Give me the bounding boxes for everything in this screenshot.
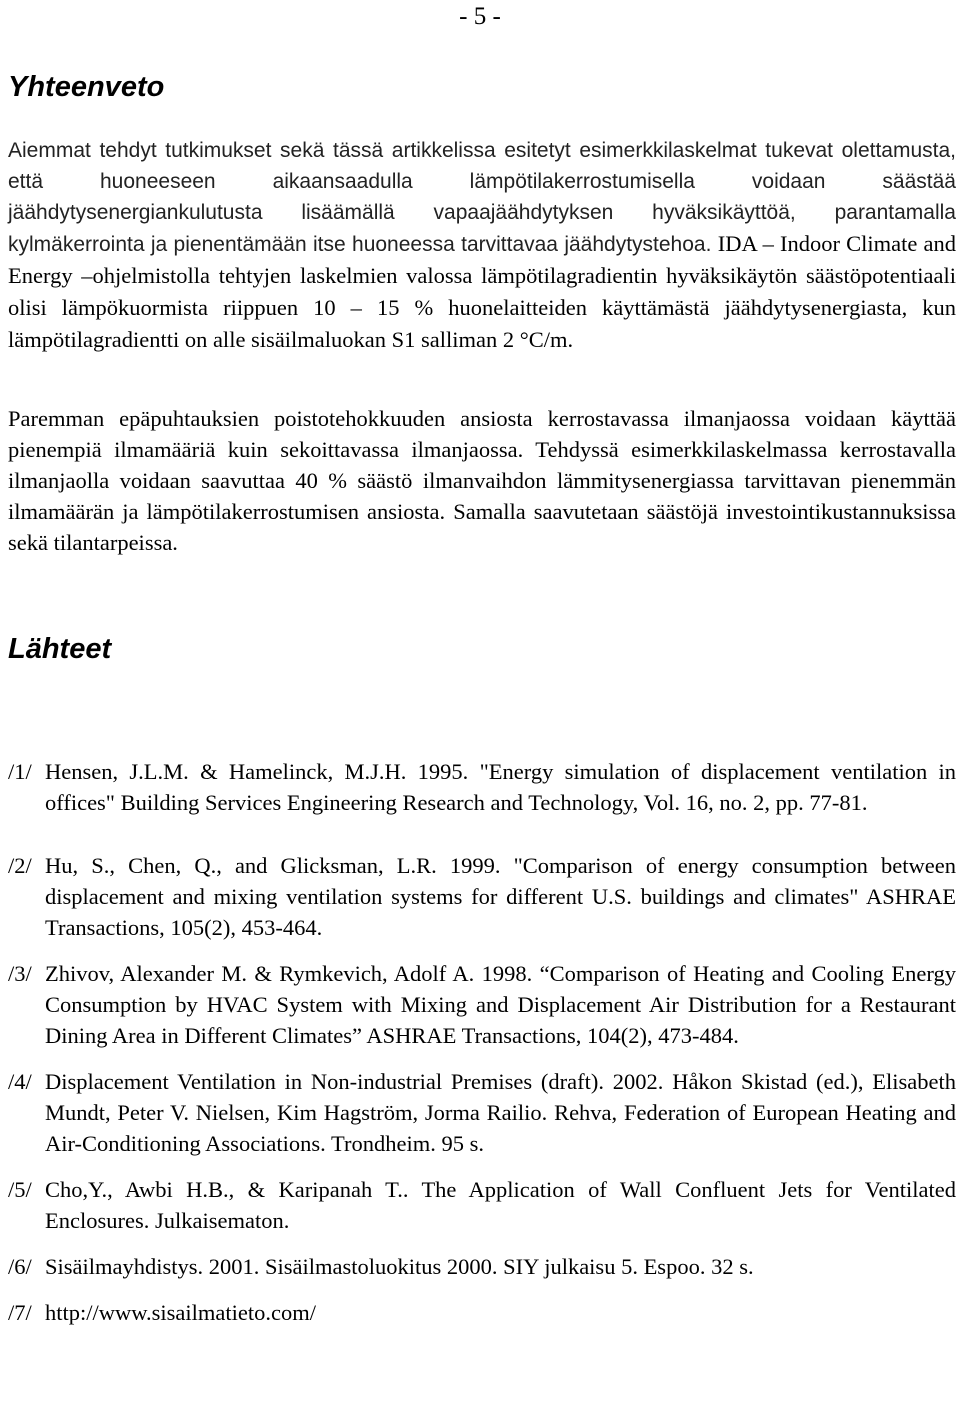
reference-item-6 [8, 1251, 956, 1282]
summary-paragraph-1-sans-run: Aiemmat tehdyt tutkimukset sekä tässä artikkelissa esitetyt esimerkkilaskelmat tukevat olettamusta, että huoneeseen aikaansaadulla lämpötilakerrostumisella voidaan säästää jäähdytysenergiankulutusta lisäämällä vapaajäähdytyksen hyväksikäyttöä, parantamalla kylmäkerrointa ja pienentämään itse huoneessa tarvittavaa jäähdytystehoa. [8, 139, 956, 256]
page-number: - 5 - [459, 3, 501, 30]
reference-item-4 [8, 1066, 956, 1159]
reference-item-3 [8, 958, 956, 1051]
reference-text: Cho,Y., Awbi H.B., & Karipanah T.. The Application of Wall Confluent Jets for Ventilated Enclosures. Julkaisematon. [45, 1177, 956, 1233]
reference-item-2 [8, 850, 956, 943]
reference-item-5 [8, 1174, 956, 1236]
reference-number: /3/ [8, 961, 32, 986]
reference-number: /4/ [8, 1069, 32, 1094]
reference-text: Hu, S., Chen, Q., and Glicksman, L.R. 1999. "Comparison of energy consumption between displacement and mixing ventilation systems for different U.S. buildings and climates" ASHRAE Transactions, 105(2), 453-464. [45, 853, 956, 940]
reference-list [8, 756, 956, 1328]
reference-item-7 [8, 1297, 956, 1328]
reference-item-1 [8, 756, 956, 818]
reference-number: /5/ [8, 1177, 32, 1202]
reference-number: /2/ [8, 853, 32, 878]
section-heading-summary: Yhteenveto [8, 71, 165, 103]
reference-number: /1/ [8, 759, 32, 784]
reference-text: Hensen, J.L.M. & Hamelinck, M.J.H. 1995. "Energy simulation of displacement ventilation in offices" Building Services Engineering Research and Technology, Vol. 16, no. 2, pp. 77-81. [45, 759, 956, 815]
summary-paragraph-1-serif-run: IDA – Indoor Climate and Energy –ohjelmistolla tehtyjen laskelmien valossa lämpötilagradientin hyväksikäytön säästöpotentiaali olisi lämpökuormista riippuen 10 – 15 % huonelaitteiden käyttämästä jäähdytysenergiasta, kun lämpötilagradientti on alle sisäilmaluokan S1 salliman 2 °C/m. [8, 231, 956, 352]
reference-text: Sisäilmayhdistys. 2001. Sisäilmastoluokitus 2000. SIY julkaisu 5. Espoo. 32 s. [45, 1254, 754, 1279]
reference-text: Displacement Ventilation in Non-industrial Premises (draft). 2002. Håkon Skistad (ed.), Elisabeth Mundt, Peter V. Nielsen, Kim Hagström, Jorma Railio. Rehva, Federation of European Heating and Air-Conditioning Associations. Trondheim. 95 s. [45, 1069, 956, 1156]
reference-text: Zhivov, Alexander M. & Rymkevich, Adolf A. 1998. “Comparison of Heating and Cooling Energy Consumption by HVAC System with Mixing and Displacement Air Distribution for a Restaurant Dining Area in Different Climates” ASHRAE Transactions, 104(2), 473-484. [45, 961, 956, 1048]
reference-number: /6/ [8, 1254, 32, 1279]
summary-paragraph-1 [8, 135, 956, 356]
reference-link[interactable]: http://www.sisailmatieto.com/ [45, 1300, 317, 1325]
summary-paragraph-2: Paremman epäpuhtauksien poistotehokkuuden ansiosta kerrostavassa ilmanjaossa voidaan käyttää pienempiä ilmamääriä kuin sekoittavassa ilmanjaossa. Tehdyssä esimerkkilaskelmassa kerrostavalla ilmanjaolla voidaan saavuttaa 40 % säästö ilmanvaihdon lämmitysenergiassa tarvittavan pienemmän ilmamäärän ja lämpötilakerrostumisen ansiosta. Samalla saavutetaan säästöjä investointikustannuksissa sekä tilantarpeissa. [8, 406, 956, 555]
section-heading-references: Lähteet [8, 633, 112, 665]
reference-number: /7/ [8, 1300, 32, 1325]
